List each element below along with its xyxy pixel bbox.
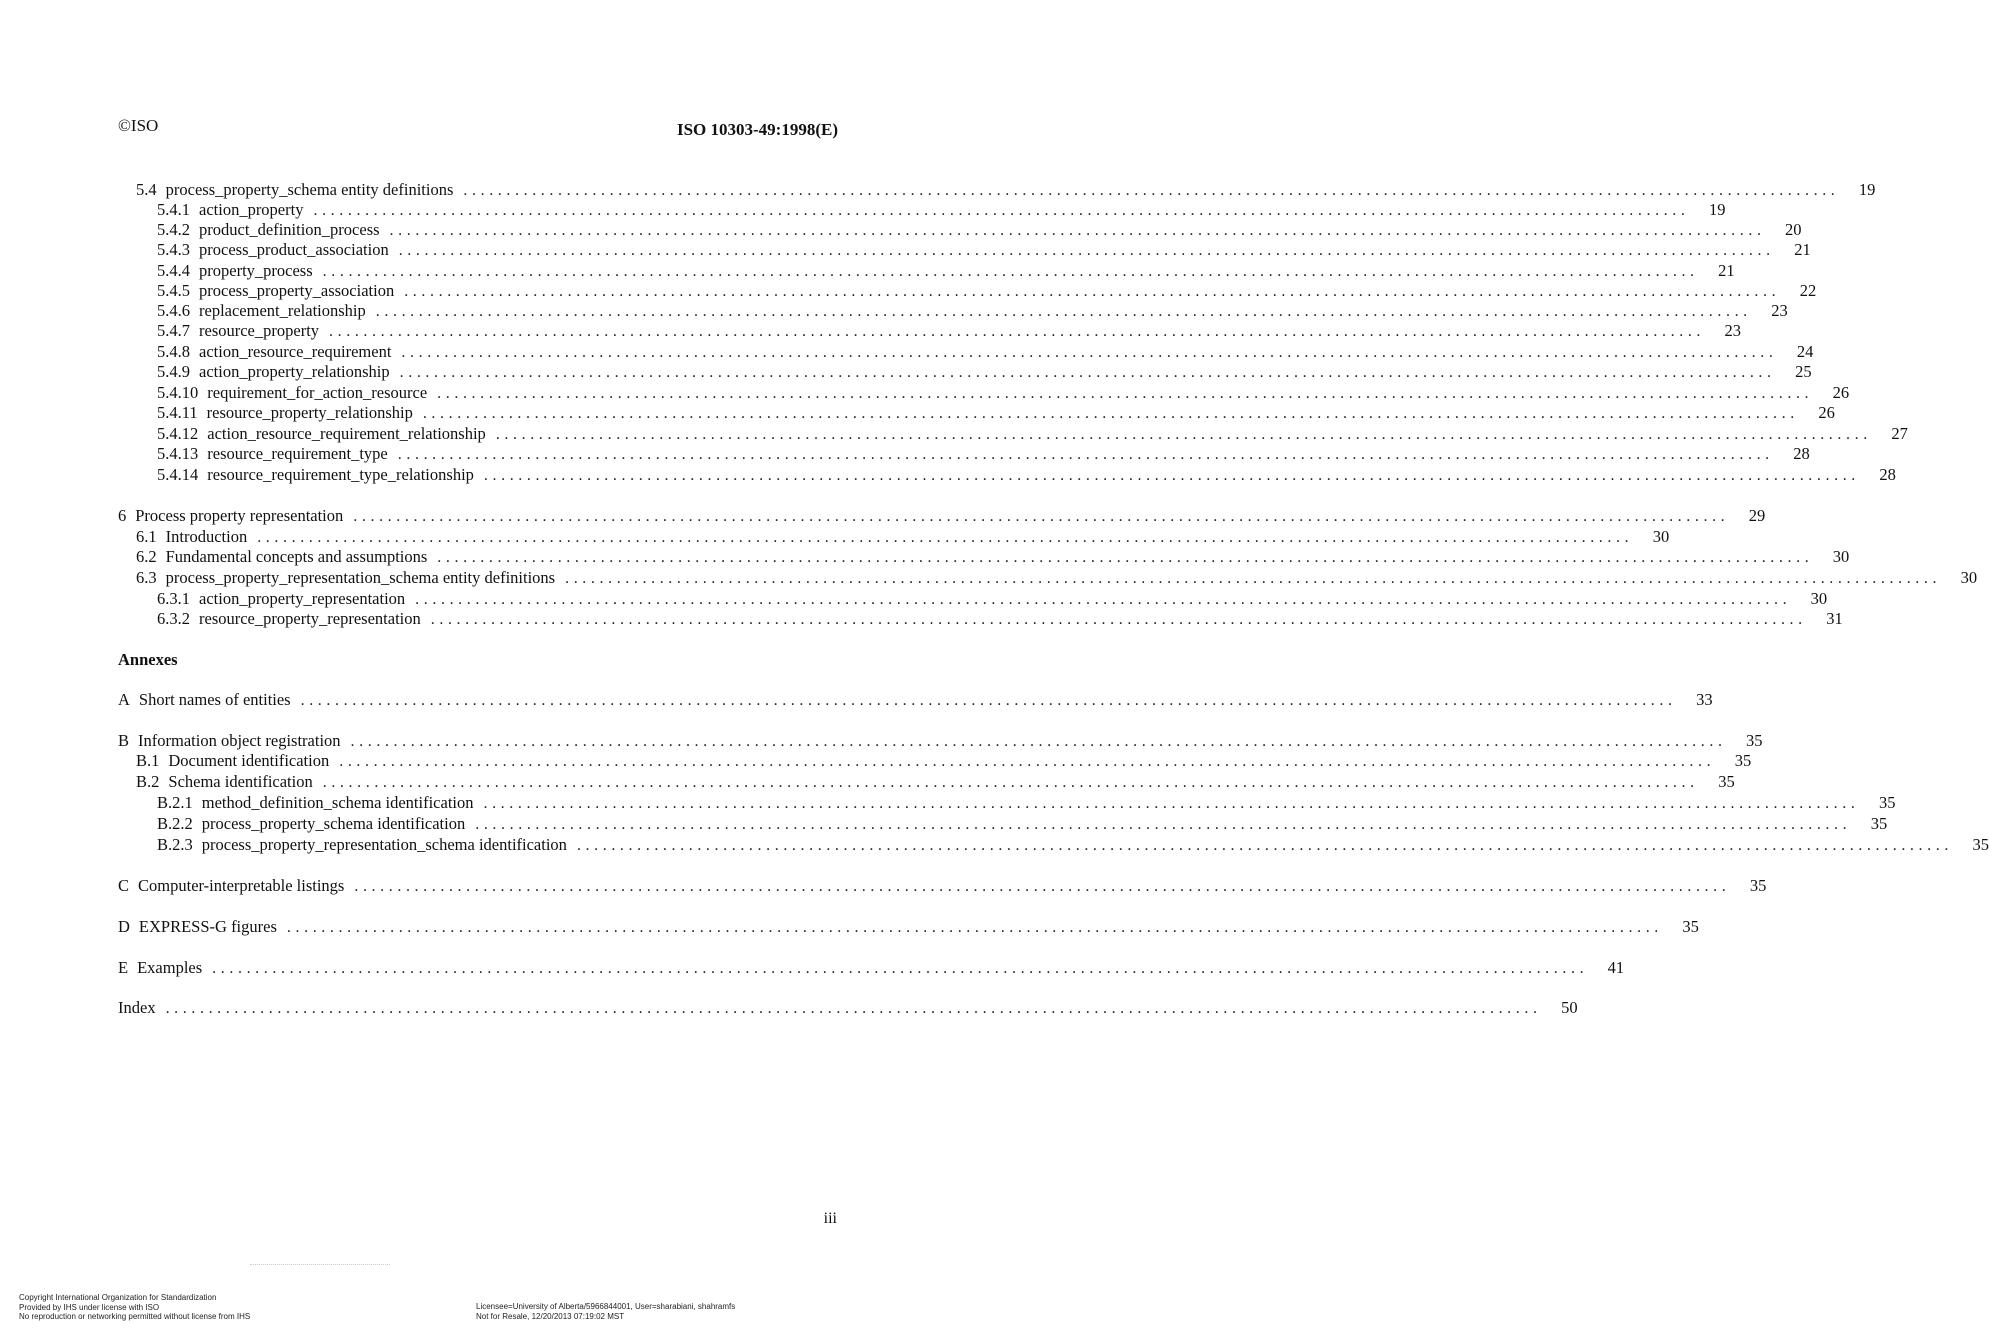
toc-entry-title: process_property_schema entity definitions [165, 180, 454, 199]
footer-copyright [19, 1293, 250, 1322]
toc-entry[interactable] [118, 690, 1713, 710]
toc-entry-page: 22 [1799, 281, 1817, 300]
toc-entry-number: 6.2 [136, 547, 157, 566]
toc-entry-title: Introduction [165, 527, 248, 546]
toc-entry-page: 19 [1858, 180, 1876, 199]
toc-leader-dots: ................................................................................................................................................................ [401, 344, 1778, 361]
toc-entry-title: action_property_representation [199, 589, 406, 608]
toc-leader-dots: ................................................................................................................................................................ [165, 1000, 1542, 1017]
toc-entry-number: 5.4.12 [157, 424, 199, 443]
toc-entry[interactable] [157, 301, 1788, 321]
toc-entry[interactable] [157, 609, 1843, 629]
toc-entry-page: 30 [1832, 547, 1850, 566]
toc-entry-page: 24 [1796, 342, 1814, 361]
toc-entry-number: 5.4.4 [157, 261, 190, 280]
toc-leader-dots: ................................................................................................................................................................ [339, 753, 1716, 770]
toc-entry[interactable] [157, 835, 1989, 855]
toc-entry-number: 5.4 [136, 180, 157, 199]
toc-entry-number: 5.4.7 [157, 321, 190, 340]
toc-entry-title: process_property_schema identification [201, 814, 466, 833]
toc-leader-dots: ................................................................................................................................................................ [354, 878, 1731, 895]
toc-entry-page: 21 [1718, 261, 1735, 280]
toc-entry-title: Information object registration [138, 731, 341, 750]
toc-entry[interactable] [118, 958, 1625, 978]
toc-entry-number: E [118, 958, 129, 977]
toc-entry-page: 21 [1794, 240, 1811, 259]
toc-entry[interactable] [136, 568, 1978, 588]
toc-entry-page: 25 [1795, 362, 1812, 381]
toc-entry-number: 6.3.2 [157, 609, 190, 628]
toc-entry-title: resource_property_representation [199, 609, 421, 628]
footer-left-line: Copyright International Organization for Standardization [19, 1293, 217, 1302]
toc-leader-dots: ................................................................................................................................................................ [576, 837, 1953, 854]
toc-entry-title: Index [118, 998, 156, 1017]
toc-entry-page: 19 [1708, 200, 1726, 219]
toc-leader-dots: ................................................................................................................................................................ [329, 323, 1706, 340]
toc-entry-page: 35 [1870, 814, 1888, 833]
toc-leader-dots: ................................................................................................................................................................ [322, 774, 1699, 791]
toc-entry[interactable] [157, 240, 1811, 260]
toc-entry-page: 26 [1818, 403, 1835, 422]
toc-leader-dots: ................................................................................................................................................................ [322, 263, 1699, 280]
toc-entry-title: resource_property [199, 321, 320, 340]
toc-entry-number: D [118, 917, 130, 936]
toc-leader-dots: ................................................................................................................................................................ [415, 591, 1792, 608]
toc-entry-number: B.1 [136, 751, 160, 770]
scan-smudge [250, 1264, 390, 1265]
toc-entry-number: 5.4.5 [157, 281, 190, 300]
toc-entry-number: 6.3.1 [157, 589, 190, 608]
toc-entry-title: Process property representation [135, 506, 344, 525]
toc-leader-dots: ................................................................................................................................................................ [389, 222, 1766, 239]
toc-entry-number: 5.4.1 [157, 200, 190, 219]
toc-leader-dots: ................................................................................................................................................................ [313, 202, 1690, 219]
footer-left-line: No reproduction or networking permitted without license from IHS [19, 1312, 251, 1321]
toc-entry[interactable] [157, 281, 1817, 301]
toc-entry-number: 5.4.13 [157, 444, 199, 463]
toc-entry-number: 5.4.14 [157, 465, 199, 484]
toc-entry[interactable] [157, 261, 1735, 281]
toc-entry-title: resource_requirement_type_relationship [207, 465, 474, 484]
toc-entry-page: 35 [1972, 835, 1989, 854]
toc-entry-title: replacement_relationship [199, 301, 366, 320]
toc-entry-page: 35 [1718, 772, 1735, 791]
toc-entry-page: 35 [1734, 751, 1752, 770]
toc-entry-page: 50 [1561, 998, 1578, 1017]
toc-entry[interactable] [157, 220, 1802, 240]
toc-entry-page: 28 [1793, 444, 1810, 463]
toc-leader-dots: ................................................................................................................................................................ [437, 385, 1814, 402]
toc-entry-title: product_definition_process [199, 220, 380, 239]
toc-entry[interactable] [157, 589, 1828, 609]
toc-entry-title: Short names of entities [138, 690, 291, 709]
toc-entry-title: EXPRESS-G figures [138, 917, 277, 936]
toc-entry[interactable] [136, 751, 1752, 771]
toc-entry-title: process_product_association [199, 240, 389, 259]
toc-entry-title: Document identification [168, 751, 330, 770]
toc-entry[interactable] [118, 998, 1578, 1018]
toc-entry-number: A [118, 690, 130, 709]
toc-entry-title: process_property_representation_schema entity definitions [165, 568, 556, 587]
toc-entry-page: 23 [1724, 321, 1742, 340]
toc-entry-page: 20 [1785, 220, 1802, 239]
toc-entry-number: 5.4.8 [157, 342, 190, 361]
toc-leader-dots: ................................................................................................................................................................ [257, 529, 1634, 546]
toc-entry-number: B.2.1 [157, 793, 193, 812]
toc-leader-dots: ................................................................................................................................................................ [353, 508, 1730, 525]
toc-leader-dots: ................................................................................................................................................................ [565, 570, 1942, 587]
toc-entry[interactable] [136, 180, 1876, 200]
toc-leader-dots: ................................................................................................................................................................ [350, 733, 1727, 750]
toc-entry-title: Computer-interpretable listings [138, 876, 345, 895]
toc-entry-page: 35 [1746, 731, 1763, 750]
toc-entry-title: Schema identification [168, 772, 313, 791]
toc-entry-page: 23 [1771, 301, 1788, 320]
toc-leader-dots: ................................................................................................................................................................ [475, 816, 1852, 833]
toc-entry-page: 30 [1960, 568, 1978, 587]
toc-entry-title: action_resource_requirement [199, 342, 392, 361]
toc-entry[interactable] [157, 342, 1814, 362]
header-standard-number: ISO 10303-49:1998(E) [676, 120, 838, 139]
toc-entry-number: 5.4.6 [157, 301, 190, 320]
toc-entry-title: property_process [199, 261, 313, 280]
toc-entry[interactable] [157, 793, 1896, 813]
page-number: iii [823, 1210, 837, 1227]
toc-entry-number: 5.4.11 [157, 403, 198, 422]
toc-entry[interactable] [157, 383, 1850, 403]
toc-entry-title: resource_requirement_type [207, 444, 388, 463]
toc-entry[interactable] [157, 424, 1908, 444]
toc-entry-page: 29 [1748, 506, 1766, 525]
toc-entry-page: 35 [1749, 876, 1767, 895]
toc-entry-page: 26 [1832, 383, 1850, 402]
toc-leader-dots: ................................................................................................................................................................ [430, 611, 1807, 628]
toc-entry-title: method_definition_schema identification [201, 793, 474, 812]
footer-left-line: Provided by IHS under license with ISO [19, 1302, 160, 1312]
toc-entry[interactable] [157, 321, 1742, 341]
toc-leader-dots: ................................................................................................................................................................ [483, 467, 1860, 484]
toc-leader-dots: ................................................................................................................................................................ [437, 549, 1814, 566]
toc-entry[interactable] [118, 876, 1767, 896]
toc-entry-title: action_property_relationship [199, 362, 390, 381]
toc-entry-title: action_resource_requirement_relationship [207, 424, 486, 443]
toc-entry-number: B.2.2 [157, 814, 193, 833]
footer-right-line: Not for Resale, 12/20/2013 07:19:02 MST [476, 1311, 625, 1321]
annexes-heading: Annexes [118, 650, 178, 669]
toc-entry-title: resource_property_relationship [206, 403, 413, 422]
toc-entry[interactable] [157, 403, 1835, 423]
toc-leader-dots: ................................................................................................................................................................ [399, 364, 1776, 381]
toc-leader-dots: ................................................................................................................................................................ [422, 405, 1799, 422]
toc-entry-number: 5.4.3 [157, 240, 190, 259]
toc-entry-page: 30 [1652, 527, 1670, 546]
toc-leader-dots: ................................................................................................................................................................ [212, 960, 1589, 977]
toc-entry-title: requirement_for_action_resource [207, 383, 428, 402]
toc-leader-dots: ................................................................................................................................................................ [397, 446, 1774, 463]
toc-entry-page: 35 [1878, 793, 1896, 812]
footer-right-line: Licensee=University of Alberta/5966844001, User=sharabiani, shahramfs [476, 1302, 736, 1311]
toc-leader-dots: ................................................................................................................................................................ [398, 242, 1775, 259]
toc-entry[interactable] [157, 814, 1888, 834]
toc-entry-number: 6.1 [136, 527, 157, 546]
toc-entry[interactable] [118, 917, 1699, 937]
toc-entry[interactable] [118, 731, 1763, 751]
toc-entry-number: 5.4.10 [157, 383, 199, 402]
toc-entry[interactable] [136, 527, 1670, 547]
toc-entry-title: process_property_association [199, 281, 395, 300]
header-organization: ©ISO [118, 116, 159, 135]
toc-leader-dots: ................................................................................................................................................................ [286, 919, 1663, 936]
toc-entry-page: 28 [1879, 465, 1896, 484]
toc-entry-page: 33 [1696, 690, 1713, 709]
toc-entry-number: 5.4.9 [157, 362, 190, 381]
toc-entry-number: 5.4.2 [157, 220, 190, 239]
toc-entry[interactable] [157, 362, 1812, 382]
toc-entry-page: 41 [1607, 958, 1625, 977]
toc-entry[interactable] [136, 772, 1735, 792]
toc-entry-number: B.2.3 [157, 835, 193, 854]
toc-entry-page: 30 [1810, 589, 1828, 608]
toc-leader-dots: ................................................................................................................................................................ [483, 795, 1860, 812]
toc-entry-number: 6.3 [136, 568, 157, 587]
footer-license [476, 1302, 735, 1321]
toc-entry-number: B.2 [136, 772, 160, 791]
toc-leader-dots: ................................................................................................................................................................ [463, 182, 1840, 199]
toc-entry-page: 31 [1826, 609, 1843, 628]
toc-entry-title: action_property [199, 200, 304, 219]
toc-leader-dots: ................................................................................................................................................................ [375, 303, 1752, 320]
toc-entry[interactable] [118, 506, 1766, 526]
toc-entry-title: Examples [137, 958, 203, 977]
toc-entry-title: process_property_representation_schema identification [201, 835, 567, 854]
toc-entry[interactable] [136, 547, 1850, 567]
toc-entry-title: Fundamental concepts and assumptions [165, 547, 428, 566]
toc-entry-page: 27 [1891, 424, 1908, 443]
toc-leader-dots: ................................................................................................................................................................ [404, 283, 1781, 300]
toc-entry[interactable] [157, 200, 1726, 220]
toc-entry[interactable] [157, 444, 1810, 464]
toc-entry-number: 6 [118, 506, 127, 525]
toc-leader-dots: ................................................................................................................................................................ [300, 692, 1677, 709]
toc-entry-page: 35 [1682, 917, 1699, 936]
toc-leader-dots: ................................................................................................................................................................ [495, 426, 1872, 443]
toc-entry[interactable] [157, 465, 1896, 485]
toc-entry-number: B [118, 731, 130, 750]
toc-entry-number: C [118, 876, 130, 895]
